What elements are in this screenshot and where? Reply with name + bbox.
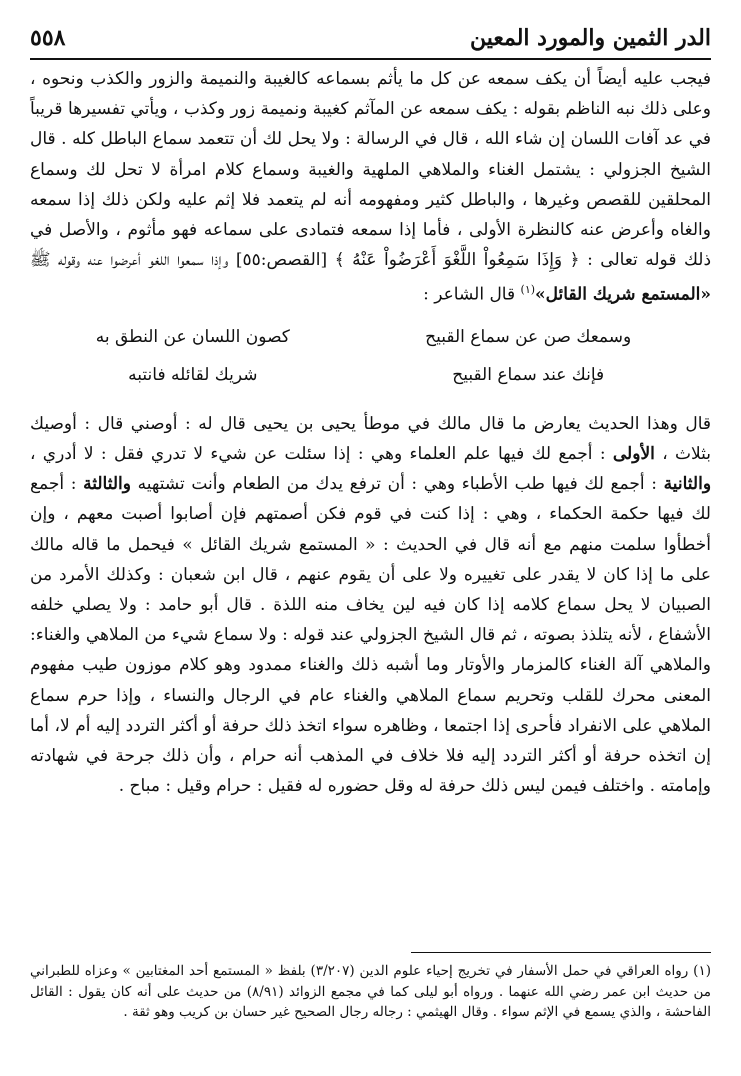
quran-verse: ﴿ وَإِذَا سَمِعُواْ اللَّغْوَ أَعْرَضُواْ عَنْهُ ﴾ <box>334 250 580 271</box>
label-third: والثالثة <box>83 474 131 495</box>
hemistich: وسمعك صن عن سماع القبيح <box>425 327 632 348</box>
paragraph <box>30 64 711 310</box>
footnote: (١) رواه العراقي في حمل الأسفار في تخريج إحياء علوم الدين (٣/٢٠٧) بلفظ « المستمع أحد المغتابين » وعزاه للطبراني من حديث ابن عمر رضي الله عنهما . ورواه أبو ليلى كما في مجمع الزوائد (٨/٩١) من حديث على أنه كان يقول : القائل الفاحشة ، والذي يسمع في الإثم سواء . وقال الهيثمي : رجاله رجال الصحيح غير حسان بن كريب وهو ثقة . <box>30 963 712 1020</box>
paragraph-text: : أجمع لك فيها علم العلماء وهي : إذا سئلت عن شيء لا تدري فقل : لا أدري ، <box>30 443 606 464</box>
footnote-marker: (١) <box>520 283 536 297</box>
poem <box>30 322 711 390</box>
label-second: والثانية <box>663 474 712 495</box>
running-title: الدر الثمين والمورد المعين <box>469 25 711 51</box>
paragraph-text: : أجمع لك فيها حكمة الحكماء ، وهي : إذا كنت في قوم فكن أصمتهم فإن أصابوا أصبت معهم ، وإن أخطأوا سلمت منهم مع أنه قال في الحديث : « المستمع شريك القائل » فيحمل ما قاله مالك على ما إذا كان لا يقدر على تغييره ولا على أن يقوم عنهم ، قال ابن شعبان : وكذلك الأمرد من الصبيان لا يحل سماع كلامه إذا كان فيه لين يخاف منه اللذة . قال أبو حامد : ولا يصلي خلفه الأشفاع ، لأنه يتلذذ بصوته ، ثم قال الشيخ الجزولي عند قوله : ولا سماع شيء من الملاهي والغناء: والملاهي آلة الغناء كالمزمار والأوتار وما أشبه ذلك والغناء ممدود وهو كلام موزون طيب مفهوم المعنى محرك للقلب وتحريم سماع الملاهي والغناء عام في الرجال والنساء ، وإذا حرم سماع الملاهي على الانفراد فأحرى إذا اجتمعا ، وظاهره سواء اتخذ ذلك حرفة أو أكثر التردد إليه أم لا، أما إن اتخذه حرفة أو أكثر التردد إليه فلا خلاف في المذهب أنه حرام ، وأن ذلك جرحة في شهادته وإمامته . واختلف فيمن ليس ذلك حرفة له وقل حضوره له فقيل : حرام وقيل : مباح . <box>30 474 712 797</box>
hemistich: شريك لقائله فانتبه <box>128 365 258 386</box>
footnote-divider <box>411 952 711 953</box>
poem-line <box>30 360 711 390</box>
label-first: الأولى <box>612 443 655 464</box>
paragraph <box>30 409 711 802</box>
main-text <box>30 64 711 801</box>
page-header <box>30 18 711 60</box>
hemistich: كصون اللسان عن النطق به <box>95 327 290 348</box>
poet-intro: قال الشاعر : <box>423 285 516 306</box>
paragraph-text: قال وهذا الحديث يعارض ما قال مالك في موطأ يحيى بن يحيى قال له : أوصني قال : أوصيك بثلاث ، <box>30 413 712 464</box>
paragraph-text: فيجب عليه أيضاً أن يكف سمعه عن كل ما يأثم بسماعه كالغيبة والنميمة والزور والكذب ونحوه ، وعلى ذلك نبه الناظم بقوله : يكف سمعه عن المآثم كغيبة ونميمة زور وكذب ، ويأتي تفسيرها قريباً في عد آفات اللسان إن شاء الله ، قال في الرسالة : ولا يحل لك أن تتعمد سماع الباطل كله . قال الشيخ الجزولي : يشتمل الغناء والملاهي الملهية والغيبة وسماع كلام امرأة لا تحل لك وسماع المحلقين للقصص وغيرها ، والباطل كثير ومفهومه أنه لم يتعمد فلا إثم عليه ولكن ذلك إذا سمعه والغاه وأعرض عنه كالنظرة الأولى ، فأما إذا سمعه فتمادى على سماعه فهو مأثوم ، والأصل في ذلك قوله تعالى : <box>30 69 712 271</box>
quran-reference: [القصص:٥٥] وإذا سمعوا اللغو أعرضوا عنه وقوله ﷺ <box>30 250 328 271</box>
paragraph-text: : أجمع لك فيها طب الأطباء وهي : أن ترفع يدك من الطعام وأنت تشتهيه <box>137 474 657 495</box>
page-number: ٥٥٨ <box>30 25 66 51</box>
hadith-quote: «المستمع شريك القائل» <box>535 285 711 306</box>
poem-line <box>30 322 711 352</box>
footnotes <box>30 952 711 1023</box>
hemistich: فإنك عند سماع القبيح <box>452 365 605 386</box>
